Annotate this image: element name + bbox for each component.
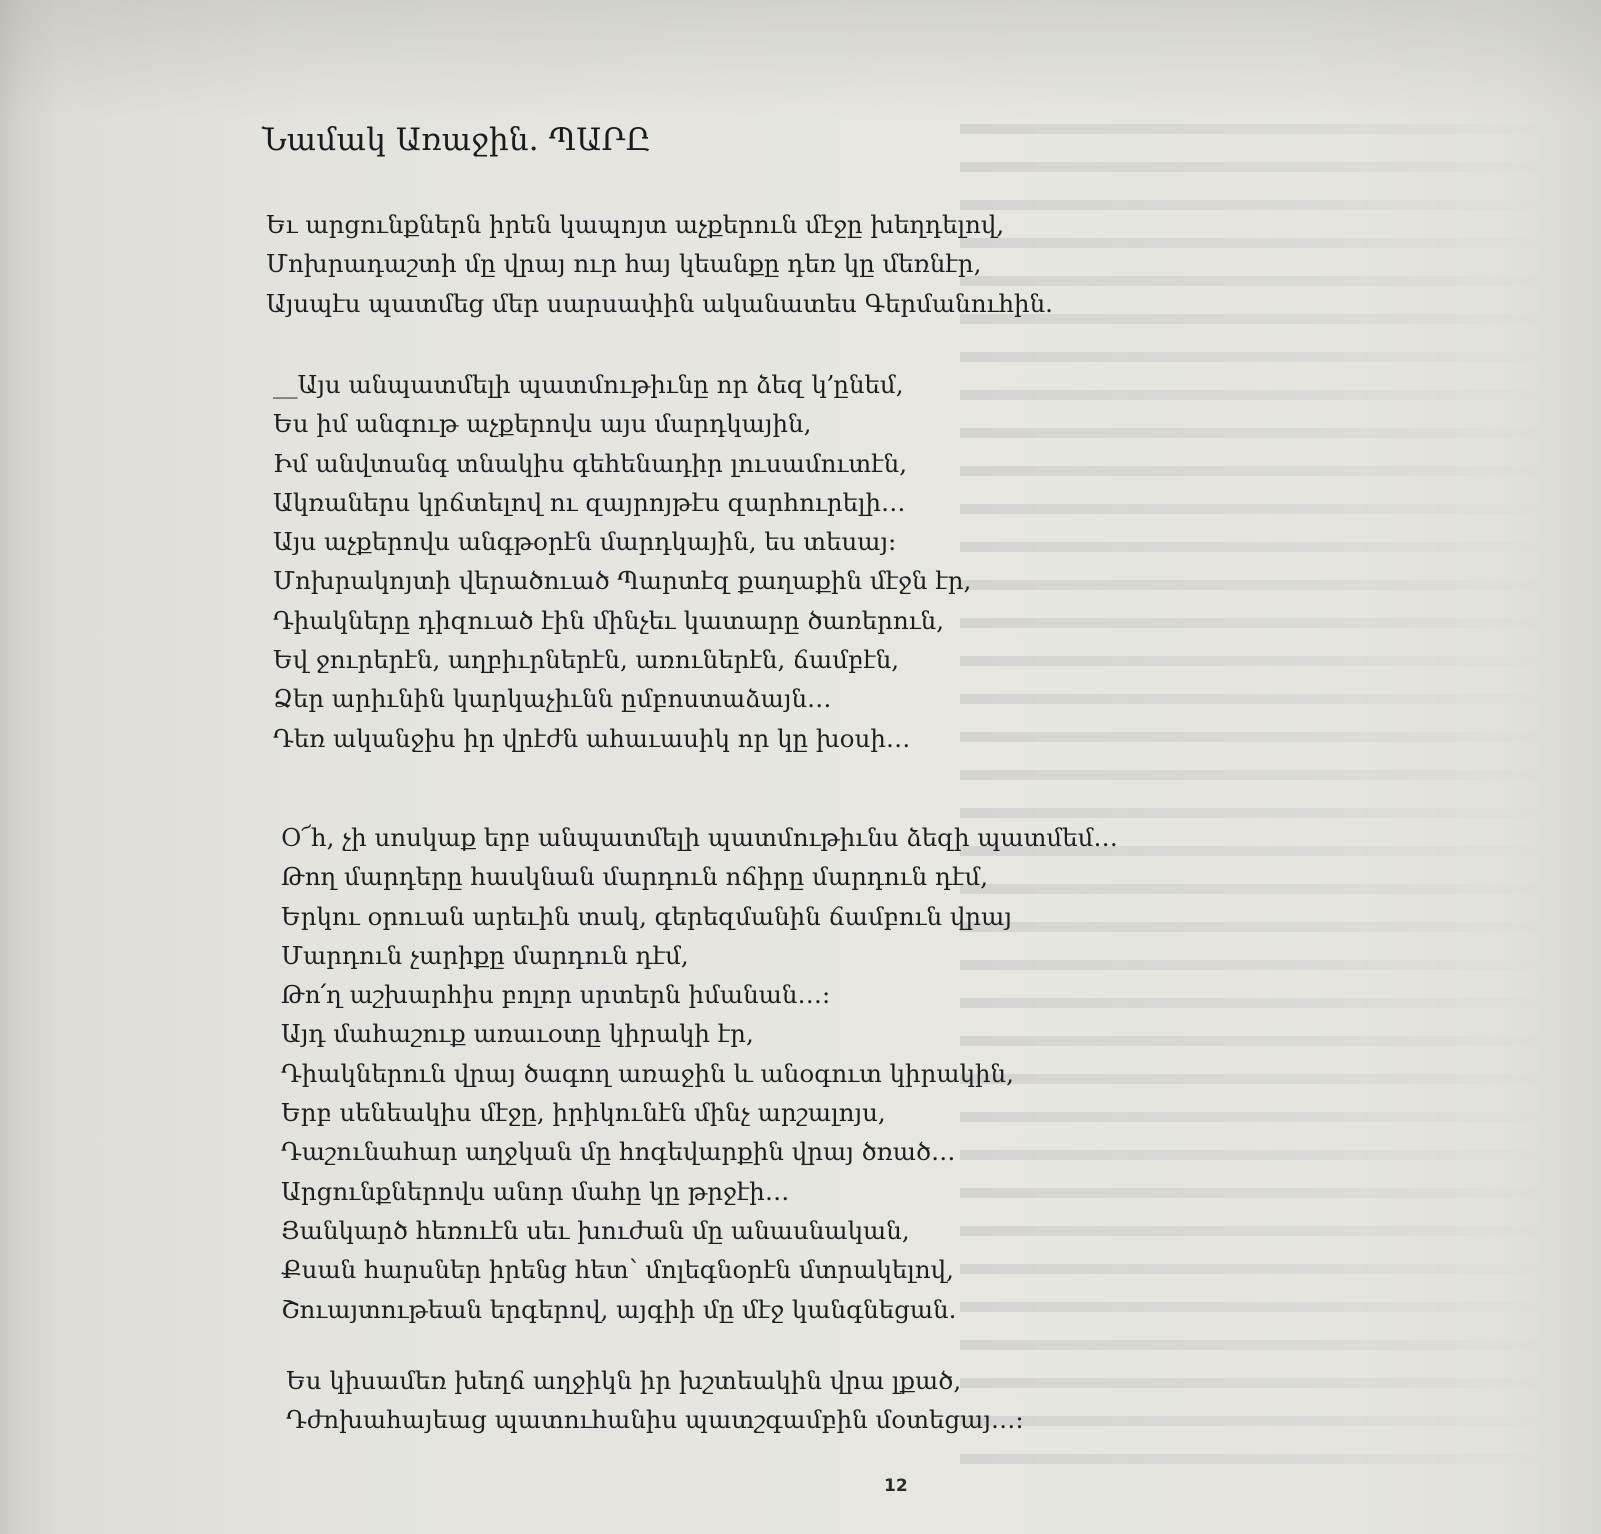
verse-line: Այսպէս պատմեց մեր սարսափին ականատես Գերմանուհին. xyxy=(266,288,1053,318)
verse-line: Քսան հարսներ իրենց հետ՝ մոլեգնօրէն մտրակելով, xyxy=(281,1255,954,1285)
verse-line: Ես կիսամեռ խեղճ աղջիկն իր խշտեակին վրա լքած, xyxy=(286,1366,962,1395)
verse-line: Եվ ջուրերէն, աղբիւրներէն, առուներէն, ճամբէն, xyxy=(273,645,900,675)
verse-line: Դիակներուն վրայ ծագող առաջին և անօգուտ կիրակին, xyxy=(281,1058,1014,1088)
verse-line: Երկու օրուան արեւին տակ, գերեզմանին ճամբուն վրայ xyxy=(281,901,1012,931)
verse-line: Այս աչքերովս անգթօրէն մարդկային, ես տեսայ: xyxy=(273,527,897,557)
verse-line: Թո՛ղ աշխարհիս բոլոր սրտերն իմանան…: xyxy=(281,980,831,1010)
verse-line: Ձեր արիւնին կարկաչիւնն ըմբոստաձայն… xyxy=(273,684,832,714)
verse-line: Դիակները դիզուած էին մինչեւ կատարը ծառերուն, xyxy=(273,605,945,635)
verse-line: Ակռաներս կրճտելով ու զայրոյթէս զարհուրելի… xyxy=(273,487,906,517)
stanza-1 xyxy=(266,205,1053,323)
poem-title: Նամակ Առաջին. ՊԱՐԸ xyxy=(262,122,652,158)
verse-line: Ես իմ անգութ աչքերովս այս մարդկային, xyxy=(273,409,812,439)
page-shadow xyxy=(0,0,1601,120)
verse-line: Դժոխահայեաց պատուհանիս պատշգամբին մօտեցայ…: xyxy=(286,1405,1024,1435)
verse-line: Իմ անվտանգ տնակիս գեհենադիր լուսամուտէն, xyxy=(273,448,907,478)
verse-line: Յանկարծ հեռուէն սեւ խուժան մը անասնական, xyxy=(281,1215,910,1245)
verse-line: Մոխրակոյտի վերածուած Պարտէզ քաղաքին մէջն էր, xyxy=(273,566,972,596)
verse-line: Օ՜հ, չի սոսկաք երբ անպատմելի պատմութիւնս ձեզի պատմեմ… xyxy=(281,823,1118,852)
stanza-4 xyxy=(286,1361,1024,1440)
verse-line: Մարդուն չարիքը մարդուն դէմ, xyxy=(281,940,689,970)
stanza-2 xyxy=(273,365,971,758)
verse-line: Դեռ ականջիս իր վրէժն ահաւասիկ որ կը խօսի… xyxy=(273,723,911,753)
stanza-3 xyxy=(281,818,1118,1329)
verse-line: Երբ սենեակիս մէջը, իրիկունէն մինչ արշալոյս, xyxy=(281,1098,886,1128)
verse-line: __Այս անպատմելի պատմութիւնը որ ձեզ կ՚ընեմ, xyxy=(273,370,904,399)
verse-line: Արցունքներովս անոր մահը կը թրջէի… xyxy=(281,1176,790,1206)
page-number: 12 xyxy=(884,1476,908,1496)
verse-line: Թող մարդերը հասկնան մարդուն ոճիրը մարդուն դէմ, xyxy=(281,862,989,892)
verse-line: Այդ մահաշուք առաւօտը կիրակի էր, xyxy=(281,1019,754,1049)
verse-line: Շուայտութեան երգերով, այգիի մը մէջ կանգնեցան. xyxy=(281,1294,957,1324)
verse-line: Մոխրադաշտի մը վրայ ուր հայ կեանքը դեռ կը մեռնէր, xyxy=(266,249,982,279)
verse-line: Դաշունահար աղջկան մը հոգեվարքին վրայ ծռած… xyxy=(281,1137,956,1167)
verse-line: Եւ արցունքներն իրեն կապոյտ աչքերուն մէջը խեղդելով, xyxy=(266,210,1005,239)
